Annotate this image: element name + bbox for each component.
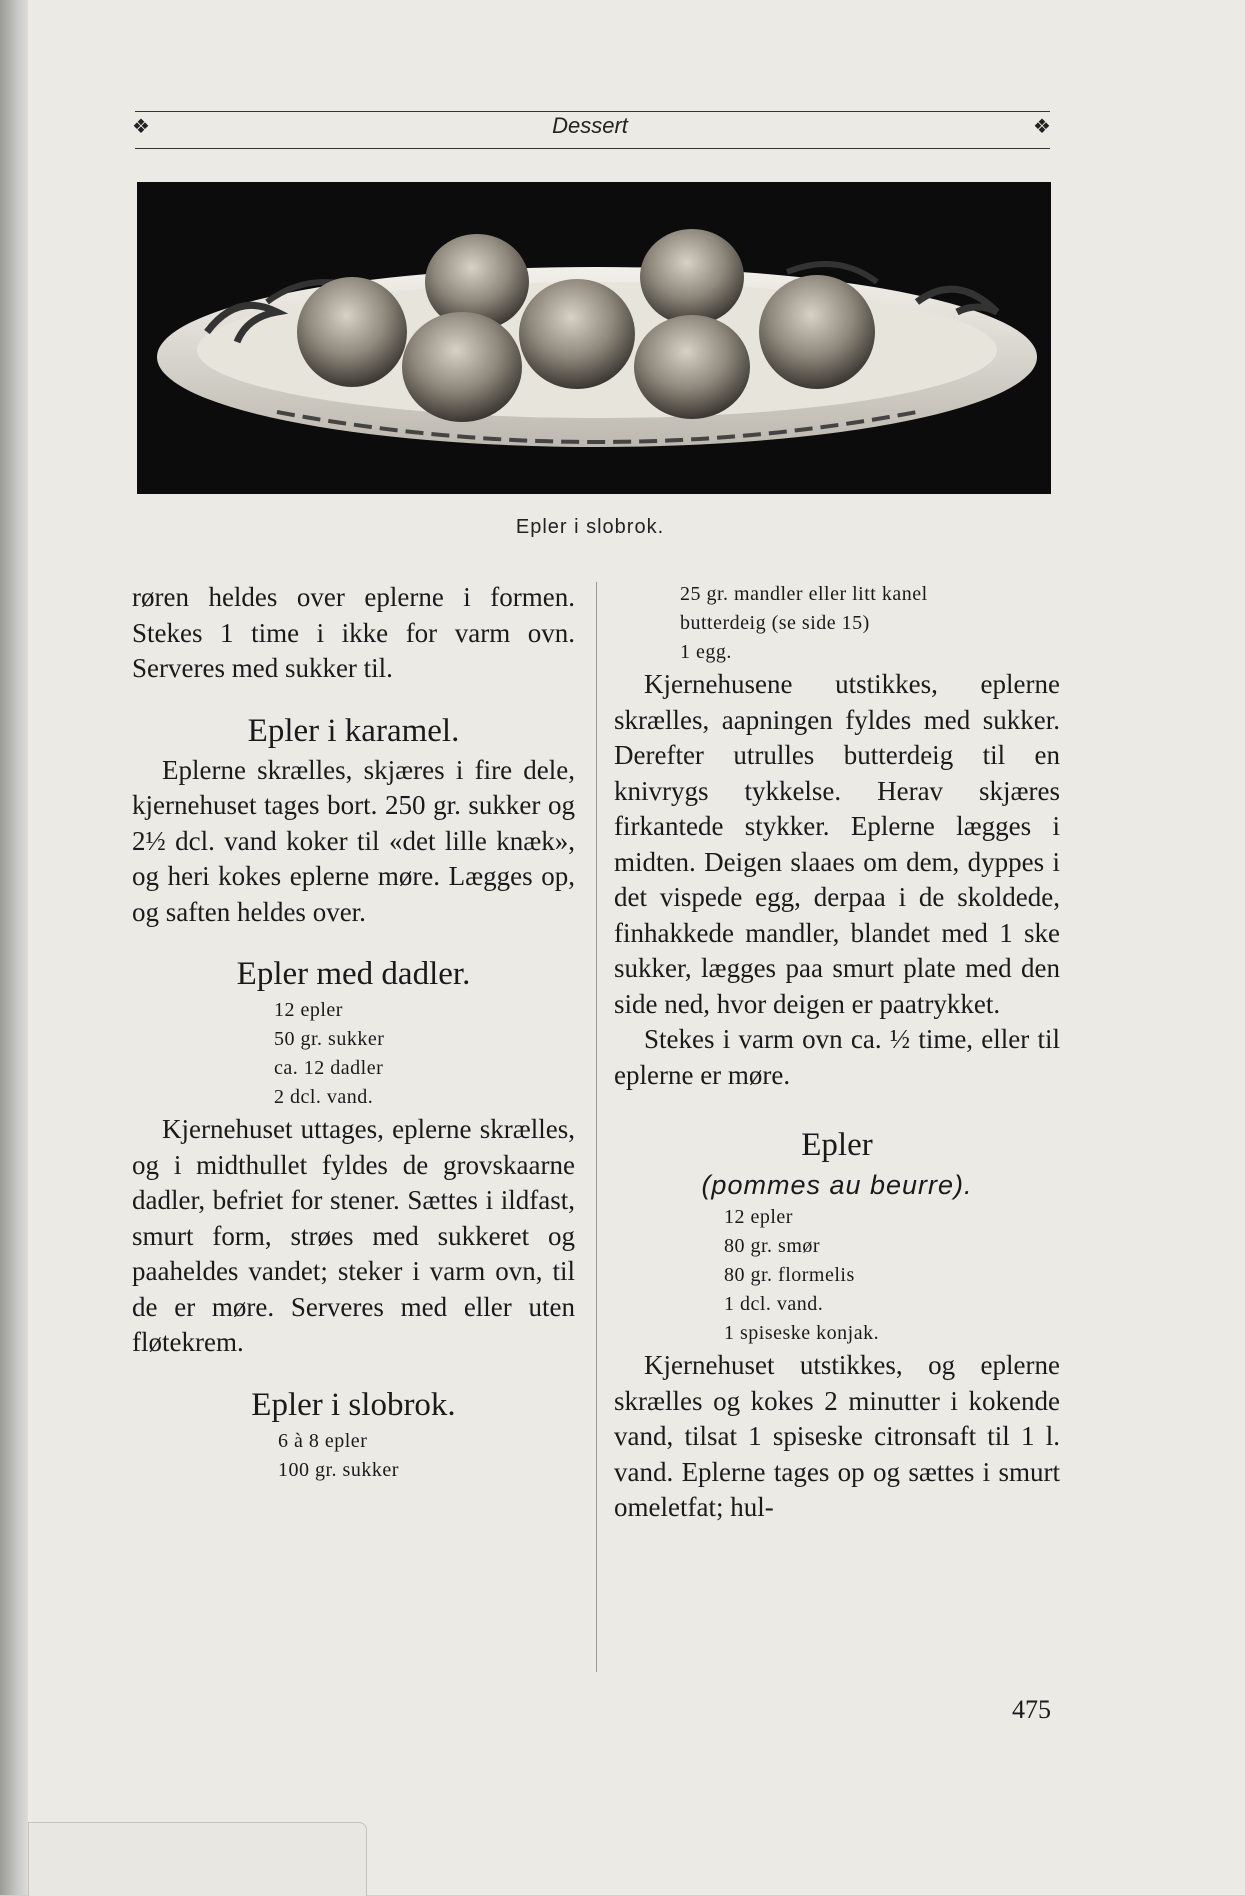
recipe-title-slobrok: Epler i slobrok. xyxy=(251,1386,456,1423)
ingredient-item: 1 spiseske konjak. xyxy=(724,1322,880,1344)
ingredient-item: 50 gr. sukker xyxy=(274,1028,385,1050)
ingredient-item: 2 dcl. vand. xyxy=(274,1086,374,1108)
ornament-left-icon: ❖ xyxy=(132,114,150,138)
recipe-title-karamel: Epler i karamel. xyxy=(247,712,460,749)
baked-apples-photo xyxy=(137,182,1051,494)
ingredient-item: 12 epler xyxy=(274,999,343,1021)
recipe-subtitle-beurre: (pommes au beurre). xyxy=(701,1170,973,1200)
left-column xyxy=(132,580,575,1485)
ingredient-item: 12 epler xyxy=(724,1206,793,1228)
ingredient-item: 6 à 8 epler xyxy=(278,1429,368,1452)
ingredient-item: 1 dcl. vand. xyxy=(724,1293,824,1315)
ingredient-item: ca. 12 dadler xyxy=(274,1057,384,1079)
page-number: 475 xyxy=(1012,1695,1051,1724)
figure-caption: Epler i slobrok. xyxy=(515,516,665,538)
book-spine xyxy=(0,0,30,1895)
ingredient-item: 80 gr. smør xyxy=(724,1235,821,1257)
header-rule-top xyxy=(135,111,1050,112)
continued-paragraph: røren heldes over eplerne i formen. Stekes 1 time i ikke for varm ovn. Serveres med sukker til. xyxy=(132,582,575,683)
right-column xyxy=(614,580,1060,1526)
header-rule-bottom xyxy=(135,148,1050,149)
ingredient-list-dadler xyxy=(132,996,575,1112)
ingredient-list-beurre xyxy=(614,1203,1060,1348)
recipe-text-dadler: Kjernehuset uttages, eplerne skrælles, og i midthullet fyldes de grovskaarne dadler, befriet for stener. Sættes i ildfast, smurt form, strøes med sukkeret og paaheldes vandet; steker i varm ovn, til de er møre. Serveres med eller uten fløtekrem. xyxy=(132,1114,575,1357)
recipe-text-beurre: Kjernehuset utstikkes, og eplerne skrælles og kokes 2 minutter i kokende vand, tilsat 1 spiseske citronsaft til 1 l. vand. Eplerne tages op og sættes i smurt omeletfat; hul- xyxy=(614,1350,1060,1522)
page-corner-tab xyxy=(28,1822,367,1896)
column-divider xyxy=(596,582,597,1672)
recipe-title-beurre: Epler xyxy=(801,1127,873,1163)
running-head: Dessert xyxy=(552,113,628,138)
recipe-title-dadler: Epler med dadler. xyxy=(236,956,471,992)
recipe-text-slobrok: Kjernehusene utstikkes, eplerne skrælles, aapningen fyldes med sukker. Derefter utrulles butterdeig til en knivrygs tykkelse. Herav skjæres firkantede stykker. Eplerne lægges i midten. Deigen slaaes om dem, dyppes i det vispede egg, derpaa i de skoldede, finhakkede mandler, blandet med 1 ske sukker, lægges paa smurt plate med den side ned, hvor deigen er paatrykket. xyxy=(614,669,1060,1019)
ingredient-list-slobrok-cont xyxy=(614,580,1060,667)
recipe-text-karamel: Eplerne skrælles, skjæres i fire dele, kjernehuset tages bort. 250 gr. sukker og 2½ dcl. vand koker til «det lille knæk», og heri kokes eplerne møre. Lægges op, og saften heldes over. xyxy=(132,754,575,927)
ingredient-item: 100 gr. sukker xyxy=(278,1458,399,1481)
ingredient-item: 1 egg. xyxy=(680,641,732,663)
ingredient-item: butterdeig (se side 15) xyxy=(680,612,870,634)
ingredient-list-slobrok xyxy=(132,1427,575,1485)
ornament-right-icon: ❖ xyxy=(1033,114,1051,138)
ingredient-item: 80 gr. flormelis xyxy=(724,1264,855,1286)
recipe-text-slobrok-baking: Stekes i varm ovn ca. ½ time, eller til eplerne er møre. xyxy=(614,1024,1060,1090)
ingredient-item: 25 gr. mandler eller litt kanel xyxy=(680,583,928,605)
